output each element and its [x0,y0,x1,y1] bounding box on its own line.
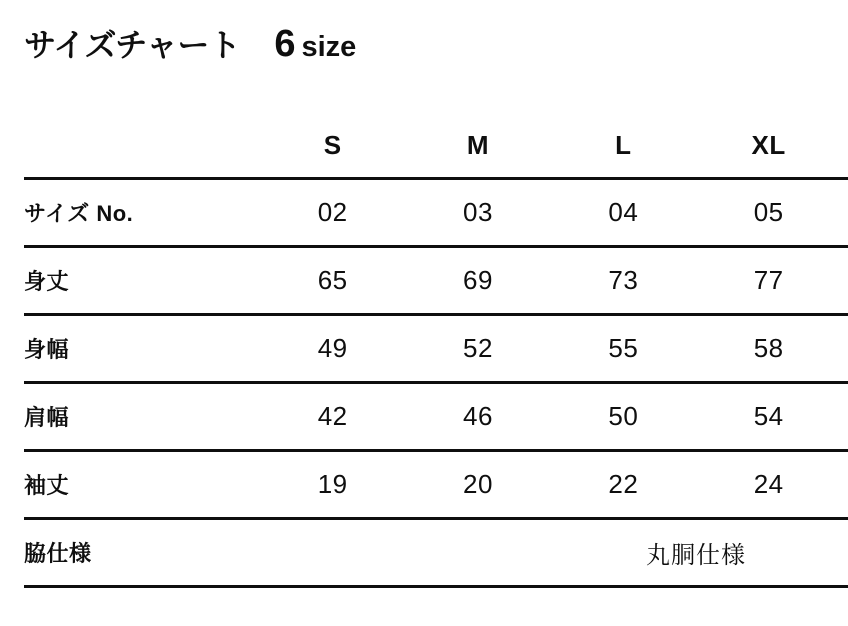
row-label: サイズ No. [24,201,134,226]
spec-value: 丸胴仕様 [645,542,746,569]
size-count-suffix: size [301,31,357,63]
table-row-body-width [24,316,848,384]
column-header-m: M [466,130,490,160]
page-title [24,20,356,66]
cell-value: 73 [608,265,639,295]
cell-value: 77 [753,265,784,295]
cell-value: 50 [608,401,639,431]
table-row-body-length [24,248,848,316]
column-header-xl: XL [751,130,786,160]
row-label: 身丈 [24,269,70,294]
cell-value: 04 [608,197,639,227]
table-row-side-spec [24,520,848,588]
cell-value: 42 [317,401,348,431]
size-count: 6 [274,23,295,65]
row-label: 袖丈 [24,473,70,498]
cell-value: 52 [463,333,493,363]
column-header-s: S [323,130,342,160]
cell-value: 05 [753,197,784,227]
cell-value: 02 [317,197,348,227]
table-row-sleeve-length [24,452,848,520]
cell-value: 46 [463,401,493,431]
cell-value: 03 [463,197,493,227]
cell-value: 24 [753,469,784,499]
cell-value: 69 [463,265,493,295]
row-label: 肩幅 [24,405,70,430]
row-label: 脇仕様 [24,541,92,566]
column-header-l: L [615,130,632,160]
row-label: 身幅 [24,337,70,362]
table-row-size-no [24,180,848,248]
page-title-text: サイズチャート [24,27,241,63]
table-row-shoulder-width [24,384,848,452]
cell-value: 55 [608,333,639,363]
cell-value: 20 [463,469,493,499]
size-chart-table [24,114,848,588]
cell-value: 19 [317,469,348,499]
cell-value: 54 [753,401,784,431]
table-header-row [24,114,848,180]
cell-value: 65 [317,265,348,295]
cell-value: 58 [753,333,784,363]
cell-value: 22 [608,469,639,499]
cell-value: 49 [317,333,348,363]
